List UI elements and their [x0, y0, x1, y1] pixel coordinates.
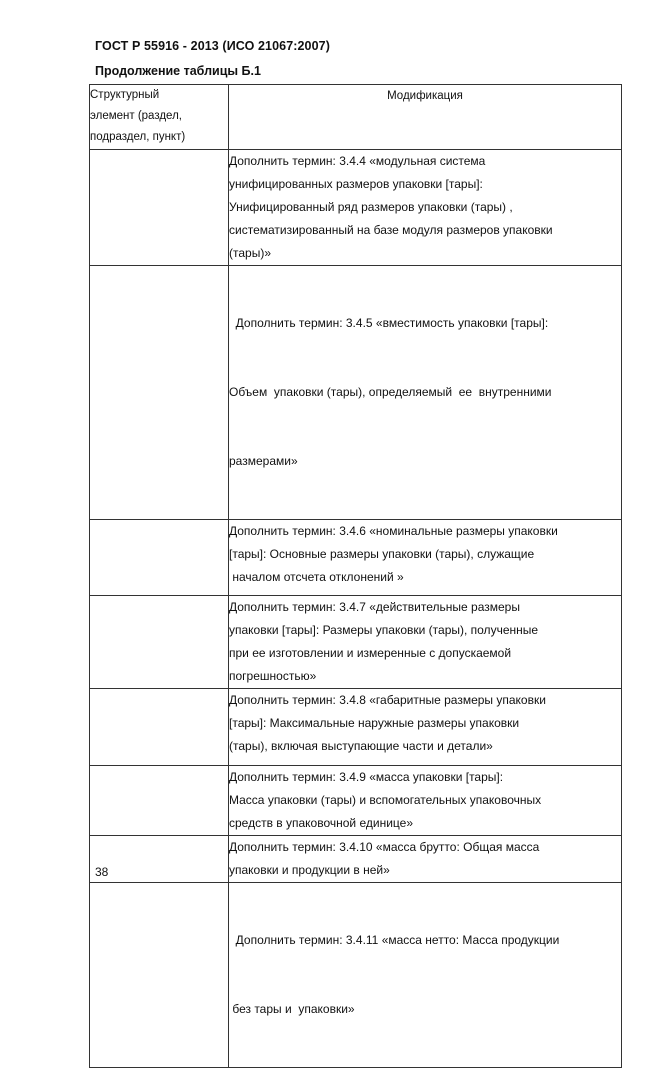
modification-cell	[229, 836, 622, 883]
header-structural-element	[90, 85, 229, 150]
table-row	[90, 150, 622, 266]
header-element-line: подраздел, пункт)	[90, 131, 186, 143]
text-line: средств в упаковочной единице»	[229, 816, 414, 830]
text-line: систематизированный на базе модуля размеров упаковки	[229, 223, 553, 237]
text-line: упаковки и продукции в ней»	[229, 863, 390, 877]
text-line: Объем упаковки (тары), определяемый ее внутренними	[229, 385, 552, 399]
element-cell	[90, 520, 229, 596]
modification-cell	[229, 520, 622, 596]
text-line: Дополнить термин: 3.4.6 «номинальные размеры упаковки	[229, 524, 558, 538]
text-line: Дополнить термин: 3.4.7 «действительные размеры	[229, 600, 520, 614]
document-header: ГОСТ Р 55916 - 2013 (ИСО 21067:2007)	[95, 39, 330, 53]
table-row	[90, 689, 622, 766]
text-line: без тары и упаковки»	[229, 1002, 355, 1016]
header-element-line: элемент (раздел,	[90, 110, 182, 122]
modification-table	[89, 84, 622, 1068]
element-cell	[90, 150, 229, 266]
text-line: Дополнить термин: 3.4.8 «габаритные размеры упаковки	[229, 693, 546, 707]
text-line: началом отсчета отклонений »	[229, 570, 404, 584]
text-line: Дополнить термин: 3.4.11 «масса нетто: Масса продукции	[229, 933, 560, 947]
header-modification: Модификация	[229, 85, 622, 150]
modification-cell	[229, 266, 622, 520]
table-row	[90, 883, 622, 1068]
table-caption: Продолжение таблицы Б.1	[95, 64, 261, 78]
text-line: Дополнить термин: 3.4.10 «масса брутто: Общая масса	[229, 840, 540, 854]
element-cell	[90, 689, 229, 766]
header-element-line: Структурный	[90, 89, 160, 101]
text-line: погрешностью»	[229, 669, 317, 683]
element-cell	[90, 596, 229, 689]
page-number: 38	[95, 865, 109, 879]
text-line: при ее изготовлении и измеренные с допускаемой	[229, 646, 512, 660]
text-line: Дополнить термин: 3.4.4 «модульная система	[229, 154, 486, 168]
modification-cell	[229, 766, 622, 836]
element-cell	[90, 766, 229, 836]
modification-cell	[229, 596, 622, 689]
text-line: [тары]: Максимальные наружные размеры упаковки	[229, 716, 520, 730]
modification-cell	[229, 689, 622, 766]
text-line: (тары)»	[229, 246, 271, 260]
text-line: (тары), включая выступающие части и детали»	[229, 739, 493, 753]
element-cell	[90, 836, 229, 883]
table-row	[90, 596, 622, 689]
table-row	[90, 266, 622, 520]
text-line: Масса упаковки (тары) и вспомогательных упаковочных	[229, 793, 542, 807]
text-line: [тары]: Основные размеры упаковки (тары), служащие	[229, 547, 535, 561]
text-line: унифицированных размеров упаковки [тары]:	[229, 177, 483, 191]
modification-cell	[229, 883, 622, 1068]
table-row	[90, 520, 622, 596]
modification-cell	[229, 150, 622, 266]
table-row	[90, 836, 622, 883]
element-cell	[90, 266, 229, 520]
text-line: Дополнить термин: 3.4.5 «вместимость упаковки [тары]:	[229, 316, 549, 330]
text-line: Унифицированный ряд размеров упаковки (тары) ,	[229, 200, 513, 214]
table-header-row	[90, 85, 622, 150]
element-cell	[90, 883, 229, 1068]
text-line: упаковки [тары]: Размеры упаковки (тары), полученные	[229, 623, 539, 637]
table-row	[90, 766, 622, 836]
text-line: Дополнить термин: 3.4.9 «масса упаковки [тары]:	[229, 770, 504, 784]
text-line: размерами»	[229, 454, 298, 468]
